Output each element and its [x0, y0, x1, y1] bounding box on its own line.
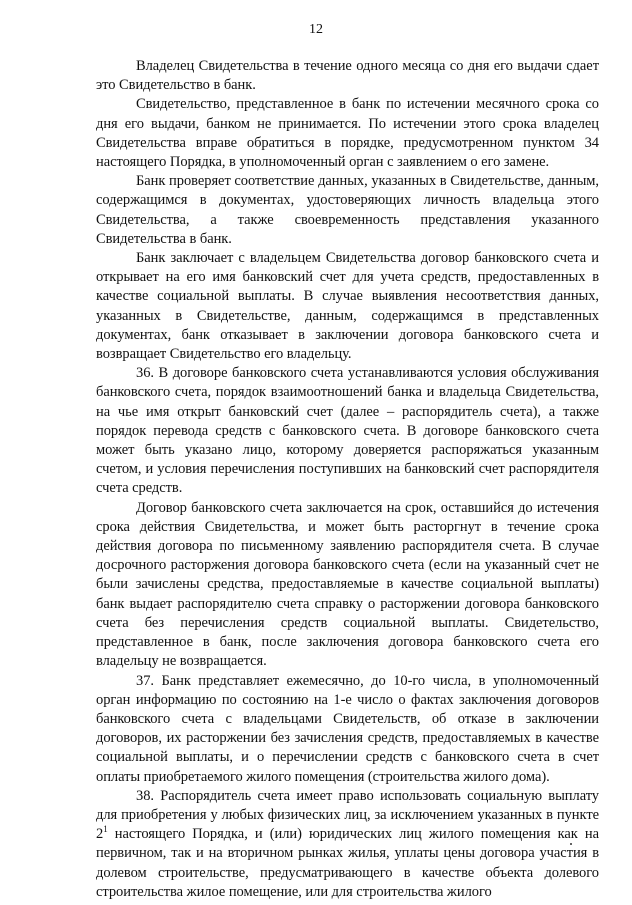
paragraph-certificate-submission: Владелец Свидетельства в течение одного месяца со дня его выдачи сдает это Свидетельство в банк. [96, 58, 599, 94]
scan-speck [570, 843, 572, 845]
paragraph-bank-verification: Банк проверяет соответствие данных, указанных в Свидетельстве, данным, содержащимся в документах, удостоверяющих личность владельца этого Свидетельства, а также своевременность представления указанного Свидетельства в банк. [96, 173, 599, 247]
paragraph-38-start: 38. Распорядитель счета имеет право использовать социальную выплату для приобретения у любых физических лиц, за исключением указанных в пункте 2 [96, 787, 599, 843]
paragraph-36: 36. В договоре банковского счета устанавливаются условия обслуживания банковского счета, порядок взаимоотношений банка и владельца Свидетельства, на чье имя открыт банковский счет (далее – распорядитель счета), а также порядок перевода средств с банковского счета. В договоре банковского счета может быть указано лицо, которому доверяется распоряжаться указанным счетом, и условия перечисления поступивших на банковский счет распорядителя счета средств. [96, 365, 599, 497]
paragraph-36-term: Договор банковского счета заключается на срок, оставшийся до истечения срока действия Свидетельства, и может быть расторгнут в течение срока действия договора по письменному заявлению распорядителя счета. В случае досрочного расторжения договора банковского счета (если на указанный счет не были зачислены средства, предоставляемые в качестве социальной выплаты) банк выдает распорядителю счета справку о расторжении договора банковского счета без перечисления средств социальной выплаты. Свидетельство, представленное в банк, после заключения договора банковского счета его владельцу не возвращается. [96, 499, 599, 670]
document-body [96, 57, 599, 902]
paragraph-certificate-expiry: Свидетельство, представленное в банк по истечении месячного срока со дня его выдачи, банком не принимается. По истечении этого срока владелец Свидетельства вправе обратиться в порядке, предусмотренном пунктом 34 настоящего Порядка, в уполномоченный орган с заявлением о его замене. [96, 96, 599, 171]
paragraph-38-end: настоящего Порядка, и (или) юридических лиц жилого помещения как на первичном, так и на вторичном рынках жилья, уплаты цены договора участия в долевом строительстве, предусматривающего в качестве объекта долевого строительства жилое помещение, или для строительства жилого [96, 826, 599, 900]
paragraph-37: 37. Банк представляет ежемесячно, до 10-го числа, в уполномоченный орган информацию по состоянию на 1-е число о фактах заключения договоров банковского счета с владельцами Свидетельств, об отказе в заключении договоров, их расторжении без зачисления средств, предоставляемых в качестве социальной выплаты, и о перечислении средств с банковского счета в счет оплаты приобретаемого жилого помещения (строительства жилого дома). [96, 672, 599, 785]
paragraph-bank-account-agreement: Банк заключает с владельцем Свидетельства договор банковского счета и открывает на его имя банковский счет для учета средств, предоставленных в качестве социальной выплаты. В случае выявления несоответствия данных, указанных в Свидетельстве, данным, содержащимся в представленных документах, банк отказывает в заключении договора банковского счета и возвращает Свидетельство его владельцу. [96, 250, 599, 363]
paragraph-38 [96, 787, 599, 902]
page-number: 12 [309, 22, 323, 37]
paragraph-38-superscript: 1 [103, 824, 108, 835]
